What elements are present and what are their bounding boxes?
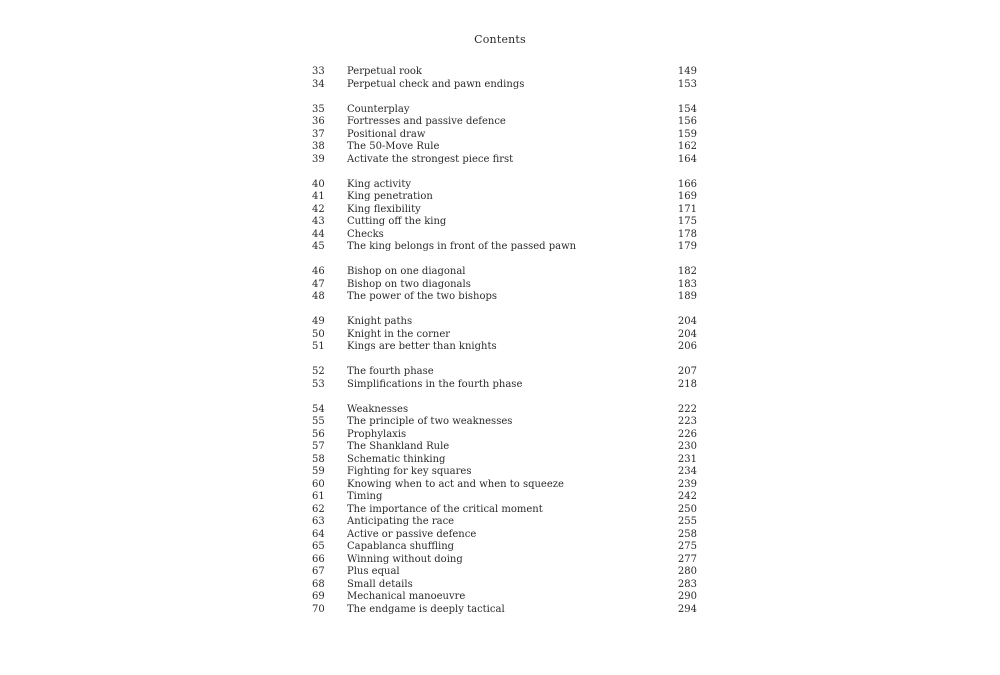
page-title: Contents <box>474 33 526 46</box>
chapter-title: The 50-Move Rule <box>347 141 440 152</box>
chapter-title: Prophylaxis <box>347 428 407 440</box>
page-number: 204 <box>677 328 697 340</box>
page-number: 242 <box>677 491 697 502</box>
toc-entry <box>312 216 697 229</box>
page-number: 166 <box>677 178 697 190</box>
chapter-number: 38 <box>312 141 325 152</box>
chapter-number: 54 <box>312 403 325 415</box>
toc-entry <box>312 504 697 517</box>
chapter-number: 46 <box>312 266 325 277</box>
chapter-title: The king belongs in front of the passed pawn <box>347 241 577 252</box>
chapter-number: 40 <box>312 178 325 190</box>
page-number: 222 <box>677 403 697 415</box>
page-number: 290 <box>677 591 697 602</box>
chapter-number: 44 <box>312 228 325 240</box>
chapter-number: 69 <box>312 591 325 602</box>
chapter-title: Mechanical manoeuvre <box>347 591 466 602</box>
chapter-number: 56 <box>312 428 325 440</box>
chapter-title: Fighting for key squares <box>347 466 472 477</box>
toc-entry <box>312 79 697 92</box>
page-number: 258 <box>677 528 697 540</box>
toc-entry <box>312 66 697 79</box>
chapter-title: Schematic thinking <box>347 453 446 465</box>
chapter-number: 67 <box>312 566 325 577</box>
page-number: 164 <box>677 153 697 165</box>
page-number: 179 <box>677 241 697 252</box>
toc-group <box>312 266 697 304</box>
toc-entry <box>312 404 697 417</box>
page-number: 275 <box>677 541 697 552</box>
toc-entry <box>312 566 697 579</box>
chapter-title: Bishop on two diagonals <box>347 278 471 290</box>
chapter-title: Small details <box>347 578 413 590</box>
chapter-number: 66 <box>312 553 325 565</box>
chapter-title: Knight in the corner <box>347 328 451 340</box>
chapter-title: Cutting off the king <box>347 216 447 227</box>
chapter-number: 53 <box>312 378 325 390</box>
page-number: 206 <box>677 341 697 352</box>
chapter-number: 59 <box>312 466 325 477</box>
chapter-title: Perpetual rook <box>347 66 422 77</box>
toc-entry <box>312 316 697 329</box>
toc-entry <box>312 329 697 342</box>
toc-group <box>312 66 697 91</box>
chapter-number: 47 <box>312 278 325 290</box>
chapter-number: 61 <box>312 491 325 502</box>
chapter-title: Kings are better than knights <box>347 341 497 352</box>
chapter-title: King flexibility <box>347 203 421 215</box>
page-number: 154 <box>677 103 697 115</box>
chapter-number: 36 <box>312 116 325 127</box>
chapter-number: 48 <box>312 291 325 302</box>
toc-entry <box>312 129 697 142</box>
chapter-title: Anticipating the race <box>347 516 455 527</box>
toc-entry <box>312 341 697 354</box>
chapter-number: 60 <box>312 478 325 490</box>
chapter-number: 42 <box>312 203 325 215</box>
chapter-number: 50 <box>312 328 325 340</box>
chapter-title: Positional draw <box>347 128 426 140</box>
chapter-title: The power of the two bishops <box>347 291 498 302</box>
toc-entry <box>312 379 697 392</box>
chapter-number: 39 <box>312 153 325 165</box>
toc-entry <box>312 479 697 492</box>
toc-entry <box>312 191 697 204</box>
page-number: 230 <box>677 441 697 452</box>
toc-entry <box>312 229 697 242</box>
chapter-number: 70 <box>312 603 325 615</box>
toc-entry <box>312 604 697 617</box>
chapter-title: Perpetual check and pawn endings <box>347 78 525 90</box>
page-number: 231 <box>677 453 697 465</box>
page-number: 239 <box>677 478 697 490</box>
page-number: 218 <box>677 378 697 390</box>
chapter-title: Active or passive defence <box>347 528 477 540</box>
page-number: 277 <box>677 553 697 565</box>
chapter-title: Counterplay <box>347 103 410 115</box>
chapter-title: Winning without doing <box>347 553 463 565</box>
chapter-title: Weaknesses <box>347 403 409 415</box>
page-number: 162 <box>677 141 697 152</box>
chapter-number: 51 <box>312 341 325 352</box>
toc-entry <box>312 266 697 279</box>
toc-entry <box>312 591 697 604</box>
toc-group <box>312 179 697 254</box>
table-of-contents <box>312 66 697 616</box>
chapter-title: The endgame is deeply tactical <box>347 603 505 615</box>
toc-group <box>312 104 697 167</box>
chapter-title: Activate the strongest piece first <box>347 153 514 165</box>
toc-entry <box>312 141 697 154</box>
chapter-number: 65 <box>312 541 325 552</box>
chapter-number: 34 <box>312 78 325 90</box>
toc-entry <box>312 529 697 542</box>
chapter-title: Capablanca shuffling <box>347 541 455 552</box>
chapter-number: 45 <box>312 241 325 252</box>
page-number: 226 <box>677 428 697 440</box>
toc-entry <box>312 516 697 529</box>
page-number: 283 <box>677 578 697 590</box>
toc-entry <box>312 541 697 554</box>
chapter-title: Plus equal <box>347 566 400 577</box>
page-number: 178 <box>677 228 697 240</box>
chapter-number: 63 <box>312 516 325 527</box>
chapter-number: 62 <box>312 503 325 515</box>
page-number: 204 <box>677 316 697 327</box>
page-number: 149 <box>677 66 697 77</box>
chapter-number: 57 <box>312 441 325 452</box>
chapter-number: 49 <box>312 316 325 327</box>
toc-entry <box>312 554 697 567</box>
page-number: 171 <box>677 203 697 215</box>
chapter-title: Timing <box>347 491 383 502</box>
toc-entry <box>312 116 697 129</box>
chapter-title: The fourth phase <box>347 366 434 377</box>
chapter-title: Knowing when to act and when to squeeze <box>347 478 564 490</box>
toc-group <box>312 404 697 617</box>
toc-entry <box>312 441 697 454</box>
chapter-number: 68 <box>312 578 325 590</box>
chapter-number: 58 <box>312 453 325 465</box>
chapter-number: 41 <box>312 191 325 202</box>
chapter-number: 64 <box>312 528 325 540</box>
chapter-number: 52 <box>312 366 325 377</box>
page-number: 182 <box>677 266 697 277</box>
page-number: 153 <box>677 78 697 90</box>
toc-entry <box>312 179 697 192</box>
chapter-title: Checks <box>347 228 384 240</box>
toc-entry <box>312 241 697 254</box>
chapter-title: The principle of two weaknesses <box>347 416 513 427</box>
chapter-number: 35 <box>312 103 325 115</box>
page-number: 250 <box>677 503 697 515</box>
toc-entry <box>312 454 697 467</box>
page-number: 207 <box>677 366 697 377</box>
chapter-title: The importance of the critical moment <box>347 503 543 515</box>
chapter-title: Bishop on one diagonal <box>347 266 466 277</box>
page-number: 169 <box>677 191 697 202</box>
chapter-title: King activity <box>347 178 411 190</box>
toc-entry <box>312 279 697 292</box>
page-number: 156 <box>677 116 697 127</box>
toc-entry <box>312 291 697 304</box>
toc-entry <box>312 104 697 117</box>
toc-entry <box>312 154 697 167</box>
toc-entry <box>312 466 697 479</box>
toc-entry <box>312 416 697 429</box>
chapter-title: Knight paths <box>347 316 413 327</box>
page-number: 294 <box>677 603 697 615</box>
chapter-number: 43 <box>312 216 325 227</box>
toc-entry <box>312 429 697 442</box>
page-number: 175 <box>677 216 697 227</box>
chapter-number: 55 <box>312 416 325 427</box>
toc-entry <box>312 366 697 379</box>
page-number: 189 <box>677 291 697 302</box>
toc-entry <box>312 204 697 217</box>
chapter-title: Simplifications in the fourth phase <box>347 378 523 390</box>
chapter-number: 37 <box>312 128 325 140</box>
toc-group <box>312 366 697 391</box>
page-number: 183 <box>677 278 697 290</box>
chapter-title: King penetration <box>347 191 433 202</box>
page-number: 223 <box>677 416 697 427</box>
toc-group <box>312 316 697 354</box>
page-number: 280 <box>677 566 697 577</box>
chapter-number: 33 <box>312 66 325 77</box>
chapter-title: Fortresses and passive defence <box>347 116 506 127</box>
chapter-title: The Shankland Rule <box>347 441 450 452</box>
page-number: 255 <box>677 516 697 527</box>
toc-entry <box>312 579 697 592</box>
page-number: 234 <box>677 466 697 477</box>
toc-entry <box>312 491 697 504</box>
page-number: 159 <box>677 128 697 140</box>
